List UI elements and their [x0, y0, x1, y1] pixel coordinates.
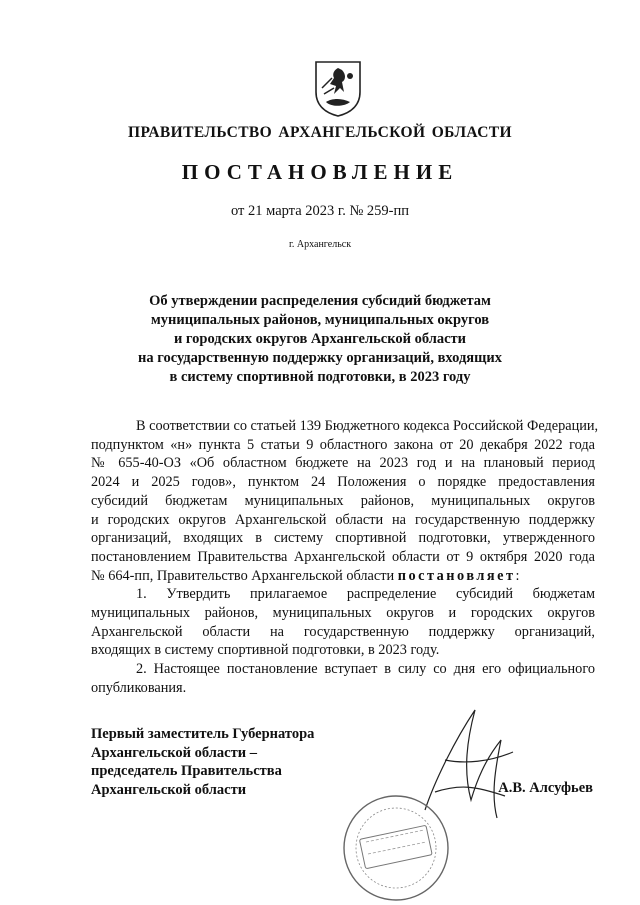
document-title	[90, 292, 550, 387]
position-line: Архангельской области	[91, 781, 247, 798]
item-1-line: входящих в систему спортивной подготовки, в 2023 году.	[91, 642, 440, 659]
title-line: муниципальных районов, муниципальных округов	[150, 312, 490, 328]
title-line: на государственную поддержку организаций, входящих	[138, 350, 502, 366]
organization-name: ПРАВИТЕЛЬСТВО АРХАНГЕЛЬСКОЙ ОБЛАСТИ	[127, 124, 512, 141]
preamble-line: 2024 и 2025 годов», пунктом 24 Положения о порядке предоставления	[91, 474, 595, 491]
preamble-line: постановлением Правительства Архангельской области от 9 октября 2020 года	[91, 548, 595, 565]
position-line: председатель Правительства	[91, 763, 282, 779]
preamble-line: и городских округов Архангельской области на государственную поддержку	[91, 511, 595, 528]
decree-word: постановляет	[397, 567, 516, 584]
item-1-line: Архангельской области на государственную поддержку организаций,	[91, 623, 595, 640]
preamble-tail: № 664-пп, Правительство Архангельской области	[91, 567, 395, 584]
decree-colon: :	[515, 567, 520, 584]
signatory-name: А.В. Алсуфьев	[498, 780, 593, 796]
preamble-line: субсидий бюджетам муниципальных районов, муниципальных округов	[91, 492, 595, 509]
item-1-line: 1. Утвердить прилагаемое распределение субсидий бюджетам	[136, 586, 595, 603]
official-stamp	[340, 792, 452, 904]
document-body	[91, 417, 599, 698]
preamble-line: В соответствии со статьей 139 Бюджетного кодекса Российской Федерации,	[136, 418, 599, 434]
document-type: ПОСТАНОВЛЕНИЕ	[181, 160, 459, 184]
position-line: Архангельской области –	[91, 744, 257, 761]
document-date-number: от 21 марта 2023 г. № 259-пп	[230, 203, 410, 219]
signatory-position	[91, 725, 314, 799]
item-2-line: опубликования.	[91, 679, 187, 696]
item-1-line: муниципальных районов, муниципальных округов и городских округов	[91, 605, 595, 622]
preamble-line: подпунктом «н» пункта 5 статьи 9 областного закона от 20 декабря 2022 года	[91, 436, 595, 453]
title-line: в систему спортивной подготовки, в 2023 году	[169, 369, 471, 385]
title-line: и городских округов Архангельской области	[173, 331, 467, 347]
item-2-line: 2. Настоящее постановление вступает в силу со дня его официального	[136, 661, 595, 678]
preamble-final-line	[91, 567, 595, 586]
document-city: г. Архангельск	[288, 239, 352, 250]
title-line: Об утверждении распределения субсидий бюджетам	[149, 293, 491, 309]
preamble-line: организаций, входящих в систему спортивной подготовки, утвержденного	[91, 530, 595, 547]
coat-of-arms-icon	[312, 58, 364, 118]
position-line: Первый заместитель Губернатора	[91, 726, 315, 742]
preamble-line: № 655-40-ОЗ «Об областном бюджете на 2023 год и на плановый период	[91, 455, 595, 472]
